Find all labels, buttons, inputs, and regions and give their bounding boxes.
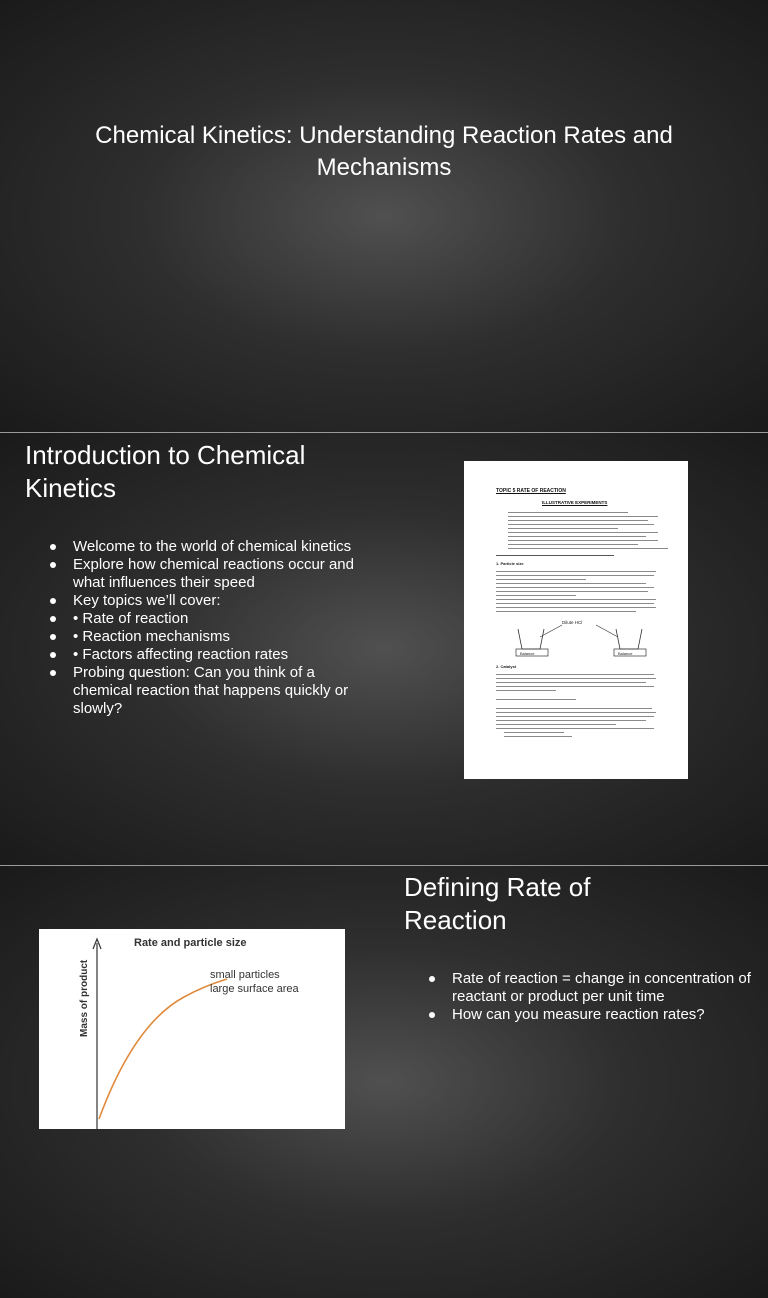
balance-label-right: Balance [618,651,633,656]
small-particles-curve [99,979,227,1119]
y-axis-label: Mass of product [79,959,90,1037]
rate-bullet-list [428,970,768,1024]
title-line-1: Chemical Kinetics: Understanding Reaction Rates and [95,122,673,149]
list-item: Explore how chemical reactions occur and what influences their speed [73,556,373,592]
list-item: • Factors affecting reaction rates [73,646,373,664]
intro-bullet-list [49,538,373,718]
chart-title: Rate and particle size [134,937,247,949]
doc-title: TOPIC 5 RATE OF REACTION [496,488,566,494]
balance-label-left: Balance [520,651,535,656]
list-item: Probing question: Can you think of a chemical reaction that happens quickly or slowly? [73,664,373,718]
doc-section-2: 2. Catalyst [496,664,517,669]
title-line-2: Mechanisms [316,154,452,181]
title-slide [0,0,768,432]
list-item: • Reaction mechanisms [73,628,373,646]
presentation-title [40,120,728,184]
intro-heading-line-1: Introduction to Chemical [25,440,306,470]
annotation-line-2: large surface area [210,983,299,995]
list-item: Welcome to the world of chemical kinetics [73,538,373,556]
rate-heading [404,871,590,937]
list-item: • Rate of reaction [73,610,373,628]
intro-heading [25,439,305,505]
chart-svg [39,929,345,1129]
doc-subtitle: ILLUSTRATIVE EXPERIMENTS [542,500,608,505]
particle-size-chart [39,929,345,1129]
intro-slide [0,433,768,865]
acid-label: Dilute HCl [562,620,583,625]
list-item: How can you measure reaction rates? [452,1006,768,1024]
apparatus-diagram [500,615,660,661]
rate-heading-line-1: Defining Rate of [404,872,591,902]
intro-heading-line-2: Kinetics [25,473,117,503]
rate-definition-slide [0,866,768,1298]
annotation-line-1: small particles [210,969,280,981]
list-item: Key topics we’ll cover: [73,592,373,610]
rate-heading-line-2: Reaction [404,905,507,935]
list-item: Rate of reaction = change in concentration of reactant or product per unit time [452,970,768,1006]
document-thumbnail [464,461,688,779]
doc-section-1: 1. Particle size [496,561,524,566]
